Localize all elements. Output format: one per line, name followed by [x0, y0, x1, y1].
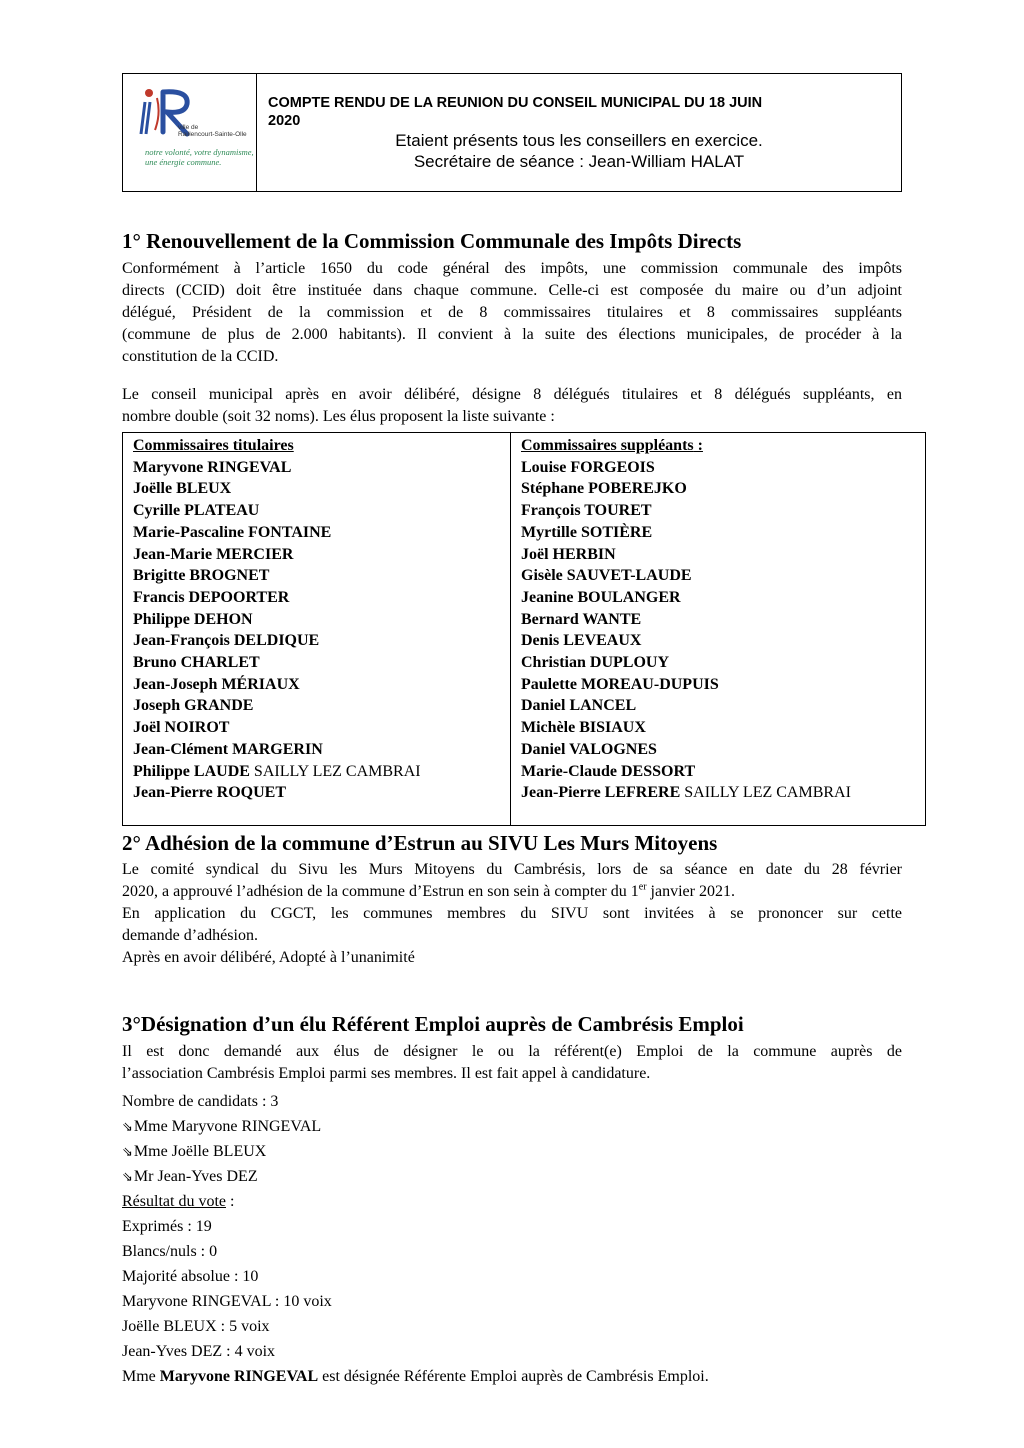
commissioner-row: [133, 609, 510, 631]
commissioner-name: Marie-Claude DESSORT: [521, 762, 696, 780]
commissioner-row: [521, 544, 925, 566]
header-text: [257, 74, 901, 191]
commissioner-name: Joël HERBIN: [521, 545, 616, 563]
vote-result-label-text: Résultat du vote: [122, 1193, 226, 1210]
report-title-line1: COMPTE RENDU DE LA REUNION DU CONSEIL MUNICIPAL DU 18 JUIN: [268, 95, 763, 111]
vote-result-label-colon: :: [225, 1193, 235, 1210]
candidates-count: Nombre de candidats : 3: [122, 1093, 279, 1110]
commissioner-row: [521, 674, 925, 696]
titulaires-column: [123, 433, 511, 825]
suppleants-list: [521, 457, 925, 804]
commissioner-name: Bruno CHARLET: [133, 654, 260, 672]
commissioner-name: Michèle BISIAUX: [521, 719, 646, 737]
commissioner-row: [521, 457, 925, 479]
commissioner-row: [133, 565, 510, 587]
text-fragment: 2020, a approuvé l’adhésion de la commune d’Estrun en son sein à compter du 1: [122, 883, 639, 900]
candidate-name: Mme Maryvone RINGEVAL: [133, 1118, 322, 1135]
commissioner-row: [521, 522, 925, 544]
commissioner-name: Jean-François DELDIQUE: [133, 632, 320, 650]
candidate-item: [122, 1116, 321, 1139]
commissioner-row: [133, 652, 510, 674]
commissioner-row: [521, 717, 925, 739]
logo-tagline: notre volonté, votre dynamisme, une énergie commune.: [145, 147, 254, 167]
commissioner-row: [521, 609, 925, 631]
commissioner-row: [133, 782, 510, 804]
commissioner-name: Joëlle BLEUX: [133, 480, 232, 498]
commissioner-row: [133, 717, 510, 739]
paragraph-line: demande d’adhésion.: [122, 927, 258, 944]
commissioner-row: [133, 630, 510, 652]
vote-count: Maryvone RINGEVAL : 10 voix: [122, 1293, 332, 1310]
commissioner-name: Cyrille PLATEAU: [133, 502, 260, 520]
logo-town-line1: ville de: [178, 124, 199, 131]
commissioner-name: Jean-Pierre LEFRERE: [521, 784, 681, 802]
suppleants-header: [521, 435, 925, 457]
arrow-icon: ⇘: [122, 1145, 133, 1160]
paragraph-line: En application du CGCT, les communes membres du SIVU sont invitées à se prononcer sur cette: [122, 905, 902, 922]
paragraph-line: [122, 881, 902, 903]
commissioner-name: Philippe DEHON: [133, 610, 253, 628]
secretary-line: Secrétaire de séance : Jean-William HALAT: [413, 152, 745, 171]
commissioner-row: [133, 739, 510, 761]
commissioner-name: Jean-Pierre ROQUET: [133, 784, 287, 802]
suppleants-column: [511, 433, 925, 825]
commissioner-name: Daniel VALOGNES: [521, 740, 657, 758]
votes-expressed: Exprimés : 19: [122, 1218, 212, 1235]
paragraph-line: Le conseil municipal après en avoir délibéré, désigne 8 délégués titulaires et 8 délégués suppléants, en: [122, 386, 902, 403]
paragraph-line: Le comité syndical du Sivu les Murs Mitoyens du Cambrésis, lors de sa séance en date du 28 février: [122, 861, 902, 878]
commissioner-row: [521, 652, 925, 674]
commissioner-name: Philippe LAUDE: [133, 762, 250, 780]
superscript: er: [638, 881, 647, 893]
paragraph-line: l’association Cambrésis Emploi parmi ses membres. Il est fait appel à candidature.: [122, 1065, 651, 1082]
commissioner-name: Joseph GRANDE: [133, 697, 254, 715]
commissioner-row: [133, 457, 510, 479]
designated-name: Maryvone RINGEVAL: [159, 1368, 319, 1385]
paragraph-line: directs (CCID) doit être instituée dans chaque commune. Celle-ci est composée du maire ou d’un adjoint: [122, 282, 902, 299]
commissioner-name: Brigitte BROGNET: [133, 567, 270, 585]
header-box: [122, 73, 902, 192]
section3-paragraph: [122, 1041, 902, 1085]
commissioner-row: [521, 782, 925, 804]
vote-count: Jean-Yves DEZ : 4 voix: [122, 1343, 276, 1360]
section2-title: 2° Adhésion de la commune d’Estrun au SIVU Les Murs Mitoyens: [122, 831, 718, 855]
attendance-line: Etaient présents tous les conseillers en exercice.: [395, 131, 763, 150]
commissioner-name: Myrtille SOTIÈRE: [521, 523, 653, 541]
section1-title: 1° Renouvellement de la Commission Communale des Impôts Directs: [122, 229, 742, 253]
text-fragment: Mme: [122, 1368, 160, 1385]
vote-count: Joëlle BLEUX : 5 voix: [122, 1318, 270, 1335]
paragraph-line: constitution de la CCID.: [122, 348, 279, 365]
paragraph-line: nombre double (soit 32 noms). Les élus proposent la liste suivante :: [122, 408, 555, 425]
commissioner-name: Francis DEPOORTER: [133, 588, 290, 606]
logo-town: [178, 124, 247, 138]
commissioner-name: Jean-Clément MARGERIN: [133, 740, 323, 758]
paragraph-line: Il est donc demandé aux élus de désigner le ou la référent(e) Emploi de la commune auprès de: [122, 1043, 902, 1060]
candidate-item: [122, 1141, 266, 1164]
paragraph-line: délégué, Président de la commission et de 8 commissaires titulaires et 8 commissaires suppléants: [122, 304, 902, 321]
commissioner-town: SAILLY LEZ CAMBRAI: [249, 762, 421, 780]
paragraph-line: (commune de plus de 2.000 habitants). Il convient à la suite des élections municipales, de procéder à la: [122, 326, 902, 343]
commissioner-name: Daniel LANCEL: [521, 697, 637, 715]
commissioner-name: Jean-Marie MERCIER: [133, 545, 294, 563]
paragraph-line: Conformément à l’article 1650 du code général des impôts, une commission communale des impôts: [122, 260, 902, 277]
commissioner-row: [133, 587, 510, 609]
commissioner-row: [521, 587, 925, 609]
section1-paragraph2: [122, 384, 902, 428]
titulaires-header: Commissaires titulaires: [133, 437, 294, 454]
commissioner-row: [521, 695, 925, 717]
logo: [123, 74, 257, 191]
commissioner-row: [521, 739, 925, 761]
candidate-item: [122, 1166, 258, 1189]
votes-blank: Blancs/nuls : 0: [122, 1243, 218, 1260]
commissioner-row: [133, 695, 510, 717]
commissioners-table: [122, 432, 926, 826]
paragraph-line: Après en avoir délibéré, Adopté à l’unanimité: [122, 949, 415, 966]
report-title: [268, 94, 891, 130]
commissioner-name: Maryvone RINGEVAL: [133, 458, 292, 476]
candidate-name: Mme Joëlle BLEUX: [133, 1143, 267, 1160]
commissioner-row: [521, 500, 925, 522]
commissioner-row: [133, 522, 510, 544]
titulaires-list: [133, 457, 510, 804]
candidate-name: Mr Jean-Yves DEZ: [133, 1168, 258, 1185]
text-fragment: janvier 2021.: [646, 883, 735, 900]
commissioner-name: Denis LEVEAUX: [521, 632, 642, 650]
suppleants-header-label: Commissaires suppléants: [521, 437, 694, 454]
commissioner-row: [133, 478, 510, 500]
logo-town-line2: Raillencourt-Sainte-Olle: [178, 131, 247, 138]
arrow-icon: ⇘: [122, 1120, 133, 1135]
section3-title: 3°Désignation d’un élu Référent Emploi auprès de Cambrésis Emploi: [122, 1012, 744, 1036]
commissioner-name: Jean-Joseph MÉRIAUX: [133, 675, 300, 693]
suppleants-header-colon: :: [693, 437, 703, 454]
commissioner-row: [133, 544, 510, 566]
commissioner-row: [521, 630, 925, 652]
commissioner-name: Paulette MOREAU-DUPUIS: [521, 675, 719, 693]
conclusion: [122, 1366, 709, 1388]
commissioner-name: Marie-Pascaline FONTAINE: [133, 523, 332, 541]
commissioner-name: Bernard WANTE: [521, 610, 642, 628]
commissioner-name: Christian DUPLOUY: [521, 654, 670, 672]
commissioner-row: [521, 478, 925, 500]
commissioner-row: [521, 565, 925, 587]
report-title-line2: 2020: [268, 113, 301, 129]
commissioner-name: Gisèle SAUVET-LAUDE: [521, 567, 692, 585]
arrow-icon: ⇘: [122, 1170, 133, 1185]
commissioner-town: SAILLY LEZ CAMBRAI: [680, 784, 851, 802]
section1-paragraph1: [122, 258, 902, 368]
absolute-majority: Majorité absolue : 10: [122, 1268, 259, 1285]
section2-paragraph: [122, 859, 902, 969]
commissioner-name: Jeanine BOULANGER: [521, 588, 681, 606]
vote-result-label: [122, 1191, 234, 1213]
commissioner-name: François TOURET: [521, 502, 652, 520]
commissioner-row: [521, 761, 925, 783]
commissioner-row: [133, 674, 510, 696]
commissioner-row: [133, 500, 510, 522]
commissioner-name: Joël NOIROT: [133, 719, 230, 737]
commissioner-row: [133, 761, 510, 783]
commissioner-name: Louise FORGEOIS: [521, 458, 655, 476]
commissioner-name: Stéphane POBEREJKO: [521, 480, 687, 498]
text-fragment: est désignée Référente Emploi auprès de Cambrésis Emploi.: [318, 1368, 709, 1385]
